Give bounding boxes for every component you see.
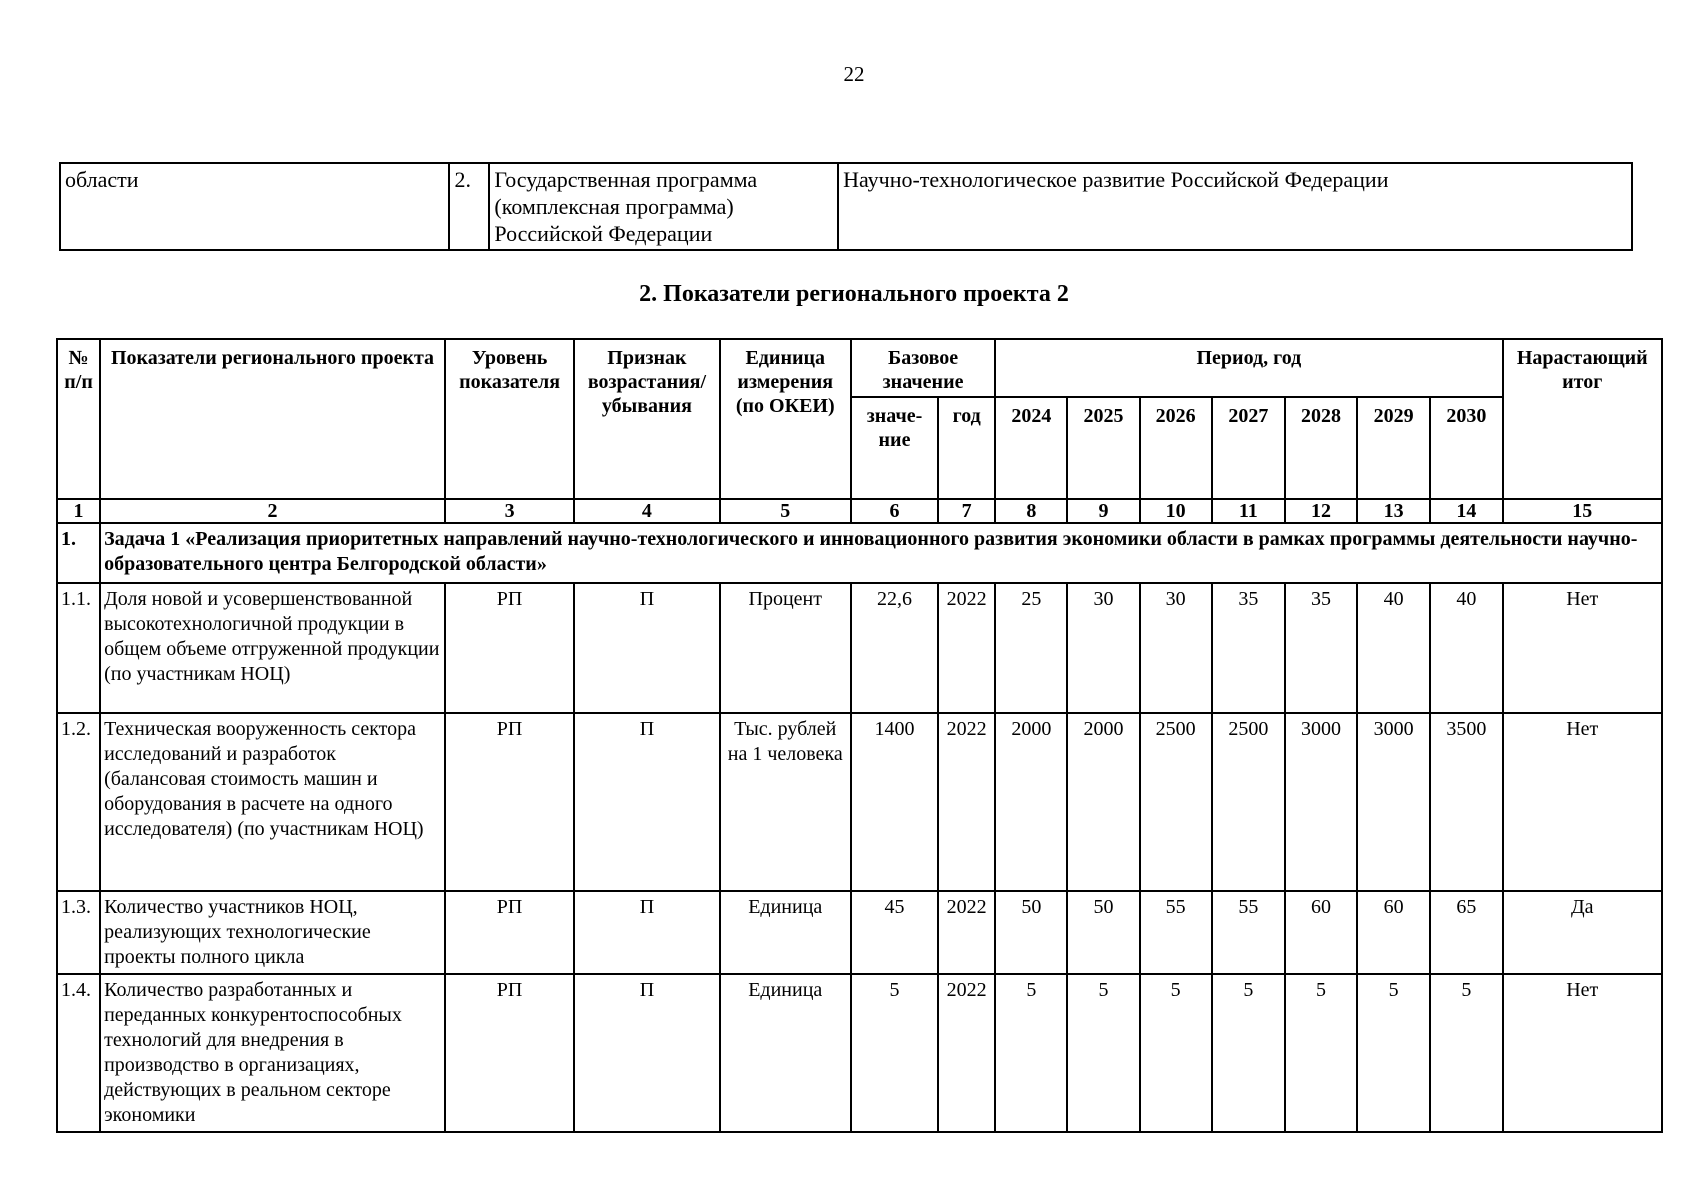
row-cumulative: Нет — [1503, 713, 1663, 891]
section-heading: 2. Показатели регионального проекта 2 — [639, 281, 1069, 307]
row-level: РП — [445, 891, 574, 974]
column-number: 8 — [995, 499, 1067, 523]
row-unit: Единица — [720, 974, 851, 1132]
header-base-value: значе-ние — [851, 397, 938, 499]
row-value: 40 — [1357, 583, 1430, 713]
row-sign: П — [574, 713, 719, 891]
row-sign: П — [574, 583, 719, 713]
row-level: РП — [445, 974, 574, 1132]
row-unit: Процент — [720, 583, 851, 713]
row-value: 2500 — [1212, 713, 1285, 891]
row-value: 40 — [1430, 583, 1502, 713]
row-indicator-name: Доля новой и усовершенствованной высокотехнологичной продукции в общем объеме отгруженной продукции (по участникам НОЦ) — [100, 583, 445, 713]
column-number: 12 — [1285, 499, 1357, 523]
header-year: 2024 — [995, 397, 1067, 499]
row-level: РП — [445, 713, 574, 891]
row-base-value: 45 — [851, 891, 938, 974]
header-year: 2029 — [1357, 397, 1430, 499]
row-value: 5 — [1285, 974, 1357, 1132]
table-row — [57, 713, 1662, 891]
row-value: 25 — [995, 583, 1067, 713]
row-level: РП — [445, 583, 574, 713]
row-value: 5 — [1067, 974, 1139, 1132]
column-number: 4 — [574, 499, 719, 523]
row-value: 3500 — [1430, 713, 1502, 891]
program-table — [59, 162, 1633, 251]
column-number: 6 — [851, 499, 938, 523]
header-year: 2026 — [1140, 397, 1212, 499]
table-row — [57, 891, 1662, 974]
column-number: 3 — [445, 499, 574, 523]
row-base-year: 2022 — [938, 974, 995, 1132]
row-value: 35 — [1212, 583, 1285, 713]
table-row — [57, 583, 1662, 713]
program-name: Научно-технологическое развитие Российской Федерации — [838, 163, 1632, 250]
row-value: 50 — [995, 891, 1067, 974]
row-value: 55 — [1212, 891, 1285, 974]
header-year: 2028 — [1285, 397, 1357, 499]
row-value: 2000 — [995, 713, 1067, 891]
row-base-year: 2022 — [938, 891, 995, 974]
header-year: 2025 — [1067, 397, 1139, 499]
row-indicator-name: Количество участников НОЦ, реализующих технологические проекты полного цикла — [100, 891, 445, 974]
indicators-table — [56, 338, 1663, 1133]
row-base-value: 5 — [851, 974, 938, 1132]
header-cumulative: Нарастающий итог — [1503, 339, 1663, 499]
row-value: 3000 — [1285, 713, 1357, 891]
row-sign: П — [574, 974, 719, 1132]
header-year: 2030 — [1430, 397, 1502, 499]
task-num: 1. — [57, 523, 100, 583]
header-base-year: год — [938, 397, 995, 499]
column-number: 11 — [1212, 499, 1285, 523]
row-value: 60 — [1357, 891, 1430, 974]
column-number: 7 — [938, 499, 995, 523]
column-number: 1 — [57, 499, 100, 523]
column-number: 13 — [1357, 499, 1430, 523]
row-value: 50 — [1067, 891, 1139, 974]
column-number: 15 — [1503, 499, 1663, 523]
row-num: 1.2. — [57, 713, 100, 891]
row-value: 2500 — [1140, 713, 1212, 891]
header-year: 2027 — [1212, 397, 1285, 499]
row-cumulative: Да — [1503, 891, 1663, 974]
row-num: 1.4. — [57, 974, 100, 1132]
header-indicator: Показатели регионального проекта — [100, 339, 445, 499]
row-value: 3000 — [1357, 713, 1430, 891]
row-value: 5 — [1430, 974, 1502, 1132]
row-base-value: 1400 — [851, 713, 938, 891]
program-type: Государственная программа (комплексная программа) Российской Федерации — [489, 163, 838, 250]
row-value: 5 — [1357, 974, 1430, 1132]
column-number: 5 — [720, 499, 851, 523]
program-index: 2. — [449, 163, 489, 250]
row-value: 55 — [1140, 891, 1212, 974]
column-number: 9 — [1067, 499, 1139, 523]
row-unit: Единица — [720, 891, 851, 974]
column-number: 2 — [100, 499, 445, 523]
row-value: 35 — [1285, 583, 1357, 713]
row-base-year: 2022 — [938, 713, 995, 891]
row-value: 5 — [1212, 974, 1285, 1132]
table-row — [57, 974, 1662, 1132]
task-title: Задача 1 «Реализация приоритетных направлений научно-технологического и инновационного развития экономики области в рамках программы деятельности научно-образовательного центра Белгородской области» — [100, 523, 1662, 583]
header-level: Уровень показателя — [445, 339, 574, 499]
row-value: 30 — [1140, 583, 1212, 713]
row-value: 5 — [1140, 974, 1212, 1132]
row-sign: П — [574, 891, 719, 974]
header-unit: Единица измерения (по ОКЕИ) — [720, 339, 851, 499]
header-period: Период, год — [995, 339, 1502, 397]
row-indicator-name: Техническая вооруженность сектора исследований и разработок (балансовая стоимость машин и оборудования в расчете на одного исследователя) (по участникам НОЦ) — [100, 713, 445, 891]
row-value: 2000 — [1067, 713, 1139, 891]
header-num: № п/п — [57, 339, 100, 499]
page-number: 22 — [843, 62, 865, 86]
header-sign: Признак возрастания/ убывания — [574, 339, 719, 499]
row-base-year: 2022 — [938, 583, 995, 713]
row-value: 65 — [1430, 891, 1502, 974]
column-number: 10 — [1140, 499, 1212, 523]
row-cumulative: Нет — [1503, 583, 1663, 713]
column-number: 14 — [1430, 499, 1502, 523]
row-num: 1.3. — [57, 891, 100, 974]
row-num: 1.1. — [57, 583, 100, 713]
row-cumulative: Нет — [1503, 974, 1663, 1132]
row-value: 5 — [995, 974, 1067, 1132]
row-unit: Тыс. рублей на 1 человека — [720, 713, 851, 891]
row-indicator-name: Количество разработанных и переданных конкурентоспособных технологий для внедрения в производство в организациях, действующих в реальном секторе экономики — [100, 974, 445, 1132]
header-base: Базовое значение — [851, 339, 995, 397]
region-cell: области — [60, 163, 449, 250]
row-base-value: 22,6 — [851, 583, 938, 713]
row-value: 60 — [1285, 891, 1357, 974]
row-value: 30 — [1067, 583, 1139, 713]
